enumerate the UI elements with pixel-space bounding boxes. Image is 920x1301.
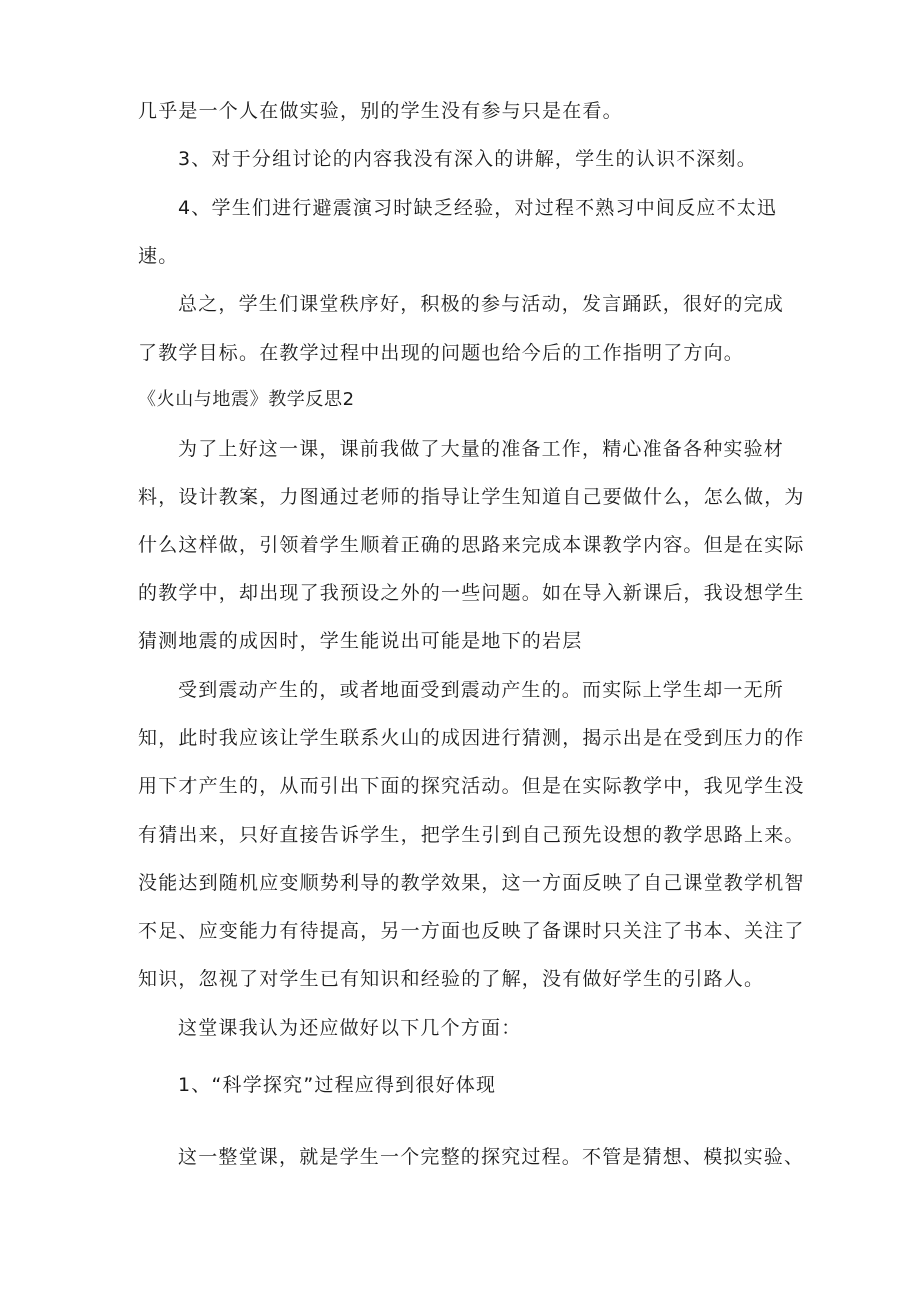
list-item-1: 1、“科学探究”过程应得到很好体现 (178, 1074, 497, 1096)
text-line: 不足、应变能力有待提高，另一方面也反映了备课时只关注了书本、关注了 (138, 920, 805, 942)
list-item-4: 4、学生们进行避震演习时缺乏经验，对过程不熟习中间反应不太迅 (178, 197, 778, 219)
text-line: 总之，学生们课堂秩序好，积极的参与活动，发言踊跃，很好的完成 (178, 293, 785, 315)
text-line: 了教学目标。在教学过程中出现的问题也给今后的工作指明了方向。 (138, 342, 745, 364)
list-item-3: 3、对于分组讨论的内容我没有深入的讲解，学生的认识不深刻。 (178, 148, 757, 170)
section-title: 《火山与地震》教学反思2 (138, 389, 355, 410)
text-line: 受到震动产生的，或者地面受到震动产生的。而实际上学生却一无所 (178, 679, 785, 701)
text-line: 有猜出来，只好直接告诉学生，把学生引到自己预先设想的教学思路上来。 (138, 824, 805, 846)
text-line: 没能达到随机应变顺势利导的教学效果，这一方面反映了自己课堂教学机智 (138, 872, 805, 894)
text-line: 为了上好这一课，课前我做了大量的准备工作，精心准备各种实验材 (178, 438, 785, 460)
text-line: 这一整堂课，就是学生一个完整的探究过程。不管是猜想、模拟实验、 (178, 1146, 805, 1168)
text-line: 的教学中，却出现了我预设之外的一些问题。如在导入新课后，我设想学生 (138, 582, 805, 604)
text-line: 用下才产生的，从而引出下面的探究活动。但是在实际教学中，我见学生没 (138, 775, 805, 797)
text-line: 猜测地震的成因时，学生能说出可能是地下的岩层 (138, 630, 583, 652)
text-line: 几乎是一个人在做实验，别的学生没有参与只是在看。 (138, 100, 623, 122)
text-line: 知，此时我应该让学生联系火山的成因进行猜测，揭示出是在受到压力的作 (138, 727, 805, 749)
text-line: 这堂课我认为还应做好以下几个方面： (178, 1017, 522, 1039)
text-line: 知识，忽视了对学生已有知识和经验的了解，没有做好学生的引路人。 (138, 968, 765, 990)
text-line: 什么这样做，引领着学生顺着正确的思路来完成本课教学内容。但是在实际 (138, 534, 805, 556)
text-line: 料，设计教案，力图通过老师的指导让学生知道自己要做什么，怎么做，为 (138, 486, 805, 508)
text-line: 速。 (138, 245, 179, 267)
